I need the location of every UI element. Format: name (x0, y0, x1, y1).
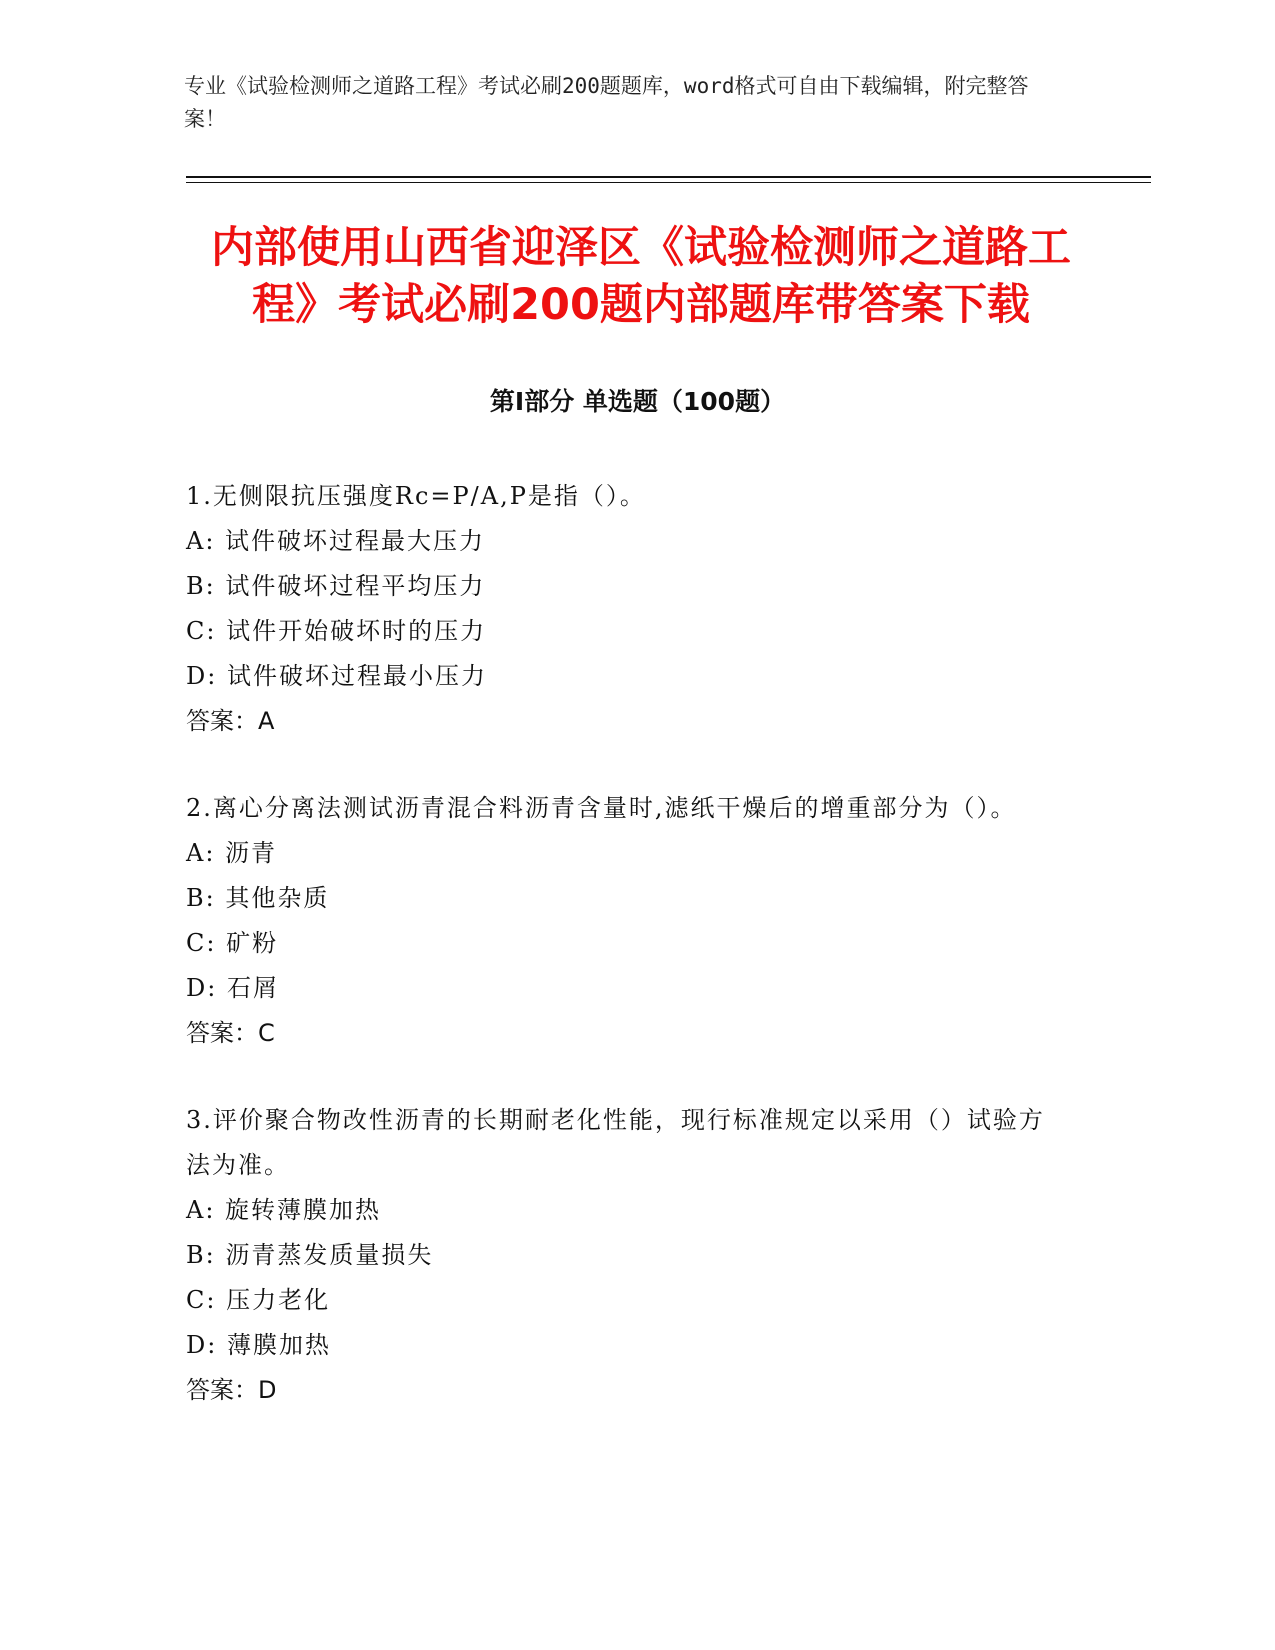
question-list (186, 474, 1066, 1455)
question-3 (186, 1098, 1066, 1413)
option-a: A: 沥青 (186, 839, 278, 867)
option-c: C: 压力老化 (186, 1286, 331, 1314)
option-c: C: 矿粉 (186, 929, 279, 957)
question-stem: 2.离心分离法测试沥青混合料沥青含量时,滤纸干燥后的增重部分为（）。 (186, 794, 1017, 822)
document-title: 内部使用山西省迎泽区《试验检测师之道路工程》考试必刷200题内部题库带答案下载 (211, 223, 1071, 330)
option-c: C: 试件开始破坏时的压力 (186, 617, 487, 645)
option-d: D: 石屑 (186, 974, 279, 1002)
question-stem: 1.无侧限抗压强度Rc=P/A,P是指（）。 (186, 482, 646, 510)
option-b: B: 沥青蒸发质量损失 (186, 1241, 434, 1269)
option-b: B: 试件破坏过程平均压力 (186, 572, 486, 600)
answer: 答案：D (186, 1376, 277, 1404)
question-2 (186, 786, 1066, 1056)
header-divider-thick (186, 176, 1151, 178)
header-note: 专业《试验检测师之道路工程》考试必刷200题题库，word格式可自由下载编辑，附完整答案！ (184, 74, 1029, 131)
option-b: B: 其他杂质 (186, 884, 330, 912)
option-a: A: 试件破坏过程最大压力 (186, 527, 486, 555)
question-1 (186, 474, 1066, 744)
answer: 答案：A (186, 707, 275, 735)
option-a: A: 旋转薄膜加热 (186, 1196, 382, 1224)
question-stem: 3.评价聚合物改性沥青的长期耐老化性能，现行标准规定以采用（）试验方法为准。 (186, 1106, 1045, 1179)
header-divider-thin (186, 182, 1151, 183)
answer: 答案：C (186, 1019, 275, 1047)
section-heading: 第Ⅰ部分 单选题（100题） (489, 387, 786, 416)
option-d: D: 试件破坏过程最小压力 (186, 662, 487, 690)
option-d: D: 薄膜加热 (186, 1331, 331, 1359)
